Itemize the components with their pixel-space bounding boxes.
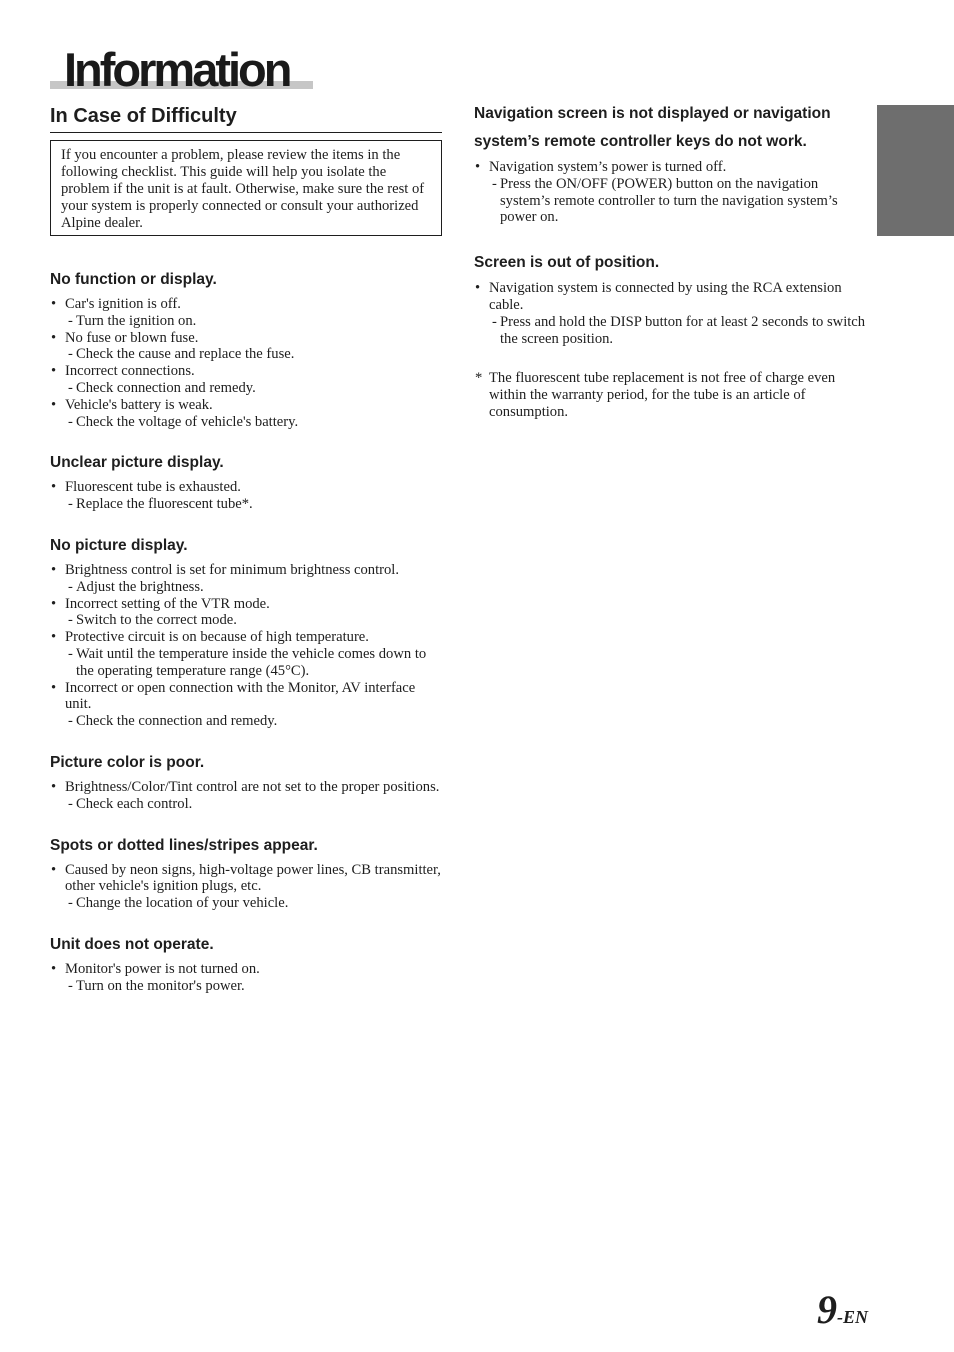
footnote-mark: * <box>475 370 483 387</box>
left-column <box>50 270 445 1018</box>
topic-heading: Spots or dotted lines/stripes appear. <box>50 836 318 854</box>
topic-heading: Unclear picture display. <box>50 454 224 472</box>
topic <box>50 270 445 430</box>
cause-item: • Protective circuit is on because of high temperature. <box>50 629 445 646</box>
cause-item: • Incorrect connections. <box>50 363 445 380</box>
topic-heading: Navigation screen is not displayed or navigation system’s remote controller keys do not work. <box>474 105 831 150</box>
remedy-item: - Press the ON/OFF (POWER) button on the navigation system’s remote controller to turn the navigation system’s power on. <box>474 176 869 226</box>
section-heading: In Case of Difficulty <box>50 103 442 133</box>
remedy-item: - Wait until the temperature inside the vehicle comes down to the operating temperature range (45°C). <box>50 646 445 680</box>
cause-item: • Vehicle's battery is weak. <box>50 397 445 414</box>
remedy-item: - Check each control. <box>50 796 445 813</box>
topic-items <box>50 862 445 912</box>
footnote <box>474 370 869 420</box>
cause-item: • Brightness/Color/Tint control are not set to the proper positions. <box>50 779 445 796</box>
cause-item: • Incorrect or open connection with the Monitor, AV interface unit. <box>50 680 445 714</box>
cause-item: • Incorrect setting of the VTR mode. <box>50 596 445 613</box>
page-number-digit: 9 <box>817 1287 837 1332</box>
remedy-item: - Replace the fluorescent tube*. <box>50 496 445 513</box>
right-column <box>474 100 869 421</box>
side-tab <box>877 105 954 236</box>
topic-items <box>474 280 869 347</box>
remedy-item: - Check the cause and replace the fuse. <box>50 346 445 363</box>
topic <box>50 536 445 730</box>
topic-heading: Picture color is poor. <box>50 753 205 771</box>
cause-item: • Brightness control is set for minimum brightness control. <box>50 562 445 579</box>
topic-items <box>474 159 869 226</box>
cause-item: • No fuse or blown fuse. <box>50 330 445 347</box>
topic-items <box>50 779 445 813</box>
cause-item: • Navigation system is connected by using the RCA extension cable. <box>474 280 869 314</box>
topic-heading: No function or display. <box>50 271 217 288</box>
topic-items <box>50 296 445 430</box>
topic-items <box>50 479 445 513</box>
page-title-block <box>50 44 314 94</box>
remedy-item: - Change the location of your vehicle. <box>50 895 445 912</box>
topic <box>50 935 445 995</box>
remedy-item: - Check the connection and remedy. <box>50 713 445 730</box>
topic-heading: No picture display. <box>50 536 188 554</box>
cause-item: • Caused by neon signs, high-voltage power lines, CB transmitter, other vehicle's ignition plugs, etc. <box>50 862 445 896</box>
topic <box>50 453 445 513</box>
intro-box <box>50 140 442 236</box>
topic-items <box>50 961 445 995</box>
remedy-item: - Check connection and remedy. <box>50 380 445 397</box>
footnote-text: The fluorescent tube replacement is not free of charge even within the warranty period, for the tube is an article of consumption. <box>489 370 836 420</box>
intro-text: If you encounter a problem, please review the items in the following checklist. This guide will help you isolate the problem if the unit is at fault. Otherwise, make sure the rest of your system is properly connected or consult your authorized Alpine dealer. <box>61 147 425 231</box>
remedy-item: - Turn on the monitor's power. <box>50 978 445 995</box>
remedy-item: - Adjust the brightness. <box>50 579 445 596</box>
topic-heading: Screen is out of position. <box>474 254 660 272</box>
page-number-suffix: -EN <box>837 1307 868 1327</box>
right-topics <box>474 100 869 347</box>
remedy-item: - Press and hold the DISP button for at least 2 seconds to switch the screen position. <box>474 314 869 348</box>
topic <box>50 836 445 912</box>
topic <box>50 753 445 813</box>
page-title: Information <box>64 43 290 96</box>
cause-item: • Navigation system’s power is turned off. <box>474 159 869 176</box>
page-number <box>817 1288 868 1332</box>
topic-items <box>50 562 445 730</box>
remedy-item: - Switch to the correct mode. <box>50 612 445 629</box>
remedy-item: - Turn the ignition on. <box>50 313 445 330</box>
topic-heading: Unit does not operate. <box>50 935 214 953</box>
cause-item: • Car's ignition is off. <box>50 296 445 313</box>
cause-item: • Fluorescent tube is exhausted. <box>50 479 445 496</box>
remedy-item: - Check the voltage of vehicle's battery. <box>50 414 445 431</box>
topic <box>474 100 869 226</box>
topic <box>474 249 869 347</box>
cause-item: • Monitor's power is not turned on. <box>50 961 445 978</box>
